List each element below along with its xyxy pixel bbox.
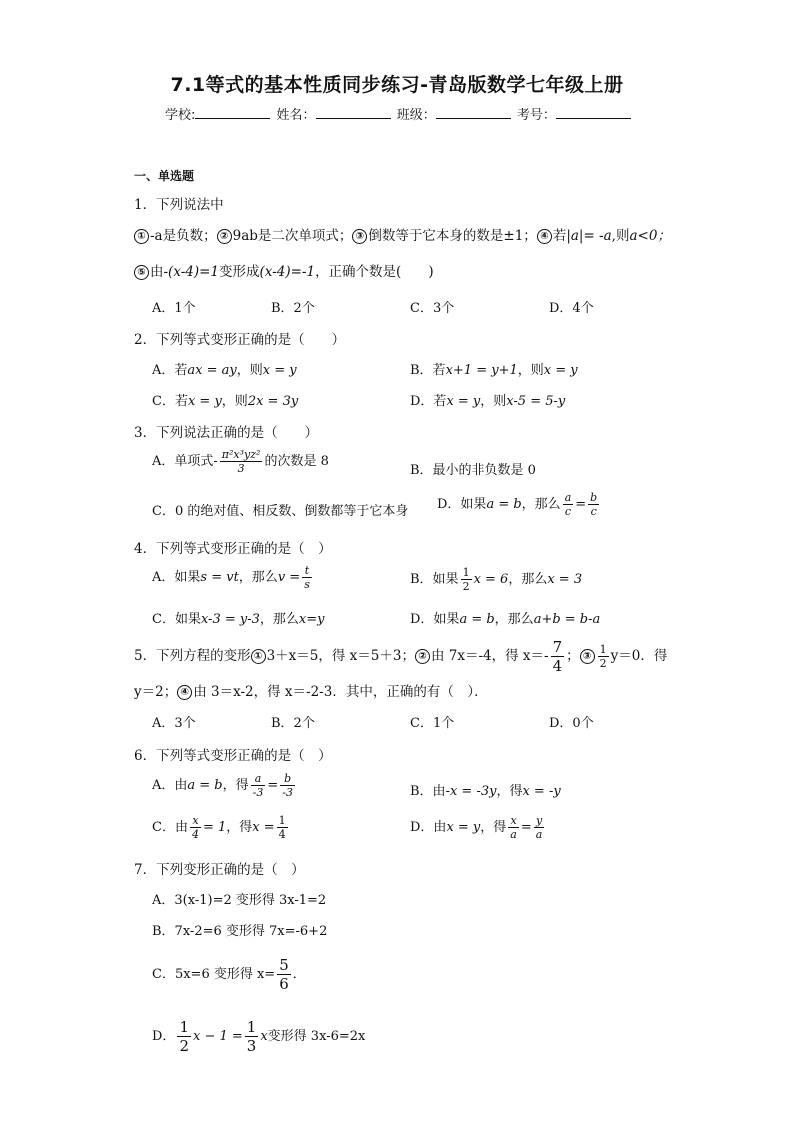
q5-hn: 1	[599, 643, 607, 656]
q2-c-math2: 2x = 3y	[247, 394, 299, 409]
q4-c-math2: x=y	[298, 612, 325, 627]
number-label: 考号：	[516, 108, 556, 123]
q3-d-pre: D．如果	[437, 497, 487, 512]
q4-option-c[interactable]	[152, 608, 324, 627]
q4-d-math1: a = b	[459, 612, 495, 627]
q6-d-f1d: a	[510, 828, 517, 841]
q6-c-pre: C．由	[152, 820, 188, 835]
q4-stem: 4．下列等式变形正确的是（ ）	[134, 541, 332, 557]
q1-line2	[134, 260, 434, 280]
q2-a-math1: ax = ay	[187, 363, 237, 378]
q6-c-frac1	[190, 814, 201, 841]
q6-d-f2n: y	[534, 814, 545, 828]
q5-n3: ③	[580, 649, 595, 664]
q6-a-f1d: -3	[252, 786, 264, 799]
q1-n5: ⑤	[134, 265, 149, 280]
q7-c-fd: 6	[279, 975, 289, 993]
q1-s2: 9ab是二次单项式；	[232, 228, 353, 244]
q4-b-mid: ，那么	[508, 572, 548, 587]
q3-option-c[interactable]: C．0 的绝对值、相反数、倒数都等于它本身	[152, 504, 409, 519]
q6-d-frac2	[534, 814, 545, 841]
q7-d-pre: D．	[152, 1029, 176, 1044]
school-blank[interactable]	[195, 106, 270, 119]
q1-option-c[interactable]: C．3个	[410, 301, 455, 316]
q7-c-fn: 5	[279, 956, 289, 974]
q7-stem: 7．下列变形正确的是（ ）	[134, 862, 305, 878]
q5-option-b[interactable]: B．2个	[271, 716, 315, 731]
q2-d-math1: x = y	[446, 394, 481, 409]
q1-n2: ②	[217, 229, 232, 244]
q5-frac2	[598, 643, 609, 670]
q2-c-pre: C．若	[152, 394, 188, 409]
q1-option-b[interactable]: B．2个	[271, 301, 315, 316]
q5-hd: 2	[599, 657, 607, 670]
q1-n3: ③	[352, 229, 367, 244]
q6-c-math2: x =	[252, 820, 275, 835]
q6-d-frac1	[508, 814, 519, 841]
q7-d-f1n: 1	[179, 1018, 189, 1036]
q5-n4: ④	[177, 685, 192, 700]
q3-stem: 3．下列说法正确的是（ ）	[134, 425, 319, 441]
q5-fn: 7	[552, 638, 563, 656]
q3-d-f2n: b	[590, 491, 598, 504]
q7-d-tail: 变形得 3x-6=2x	[267, 1029, 366, 1044]
q4-c-math1: x-3 = y-3	[200, 612, 260, 627]
school-label: 学校:	[165, 108, 196, 123]
q2-a-mid: ，则	[236, 363, 263, 378]
q3-a-num: π²x³yz²	[221, 448, 261, 461]
q6-a-mid: ，得	[222, 778, 249, 793]
student-info-line	[165, 104, 633, 123]
q7-d-math1: x − 1 =	[192, 1029, 243, 1044]
q1-option-d[interactable]: D．4个	[549, 301, 594, 316]
q1-s1: -a是负数；	[150, 228, 217, 244]
q6-option-a[interactable]	[152, 772, 297, 799]
q2-c-mid: ，则	[221, 394, 248, 409]
q3-d-mid: ，那么	[521, 497, 561, 512]
q6-c-fd: 4	[191, 828, 199, 841]
q3-d-frac2	[588, 491, 599, 518]
q3-a-tail: 的次数是 8	[264, 454, 329, 469]
q4-b-pre: B．如果	[410, 572, 459, 587]
q4-a-fn: t	[302, 564, 312, 578]
q7-c-pre: C．5x=6 变形得 x=	[152, 967, 276, 982]
q1-line1	[134, 224, 671, 244]
q2-d-pre: D．若	[410, 394, 447, 409]
q4-b-frac	[461, 566, 472, 593]
q7-option-c[interactable]	[152, 956, 306, 993]
q7-c-tail: ．	[292, 967, 306, 982]
q5-line2	[134, 680, 488, 700]
q6-d-eq: =	[520, 820, 532, 835]
q4-b-fd: 2	[462, 580, 470, 593]
q2-option-c[interactable]	[152, 390, 298, 409]
q1-s5-tail: ，正确个数是( )	[315, 264, 434, 280]
name-blank[interactable]	[316, 106, 391, 119]
q6-a-frac2	[280, 772, 295, 799]
q6-b-pre: B．由	[410, 784, 446, 799]
q7-d-frac2	[245, 1018, 259, 1055]
q1-s5-math1: -(x-4)=1	[163, 264, 220, 280]
q3-d-eq: =	[575, 497, 587, 512]
q3-d-f1d: c	[564, 505, 572, 518]
q6-option-b[interactable]	[410, 780, 561, 799]
q1-s4-tail: a<0；	[629, 228, 671, 244]
q2-c-math1: x = y	[187, 394, 222, 409]
q6-d-f1n: x	[508, 814, 519, 828]
q2-b-math1: x+1 = y+1	[445, 363, 518, 378]
q5-option-a[interactable]: A．3个	[152, 716, 196, 731]
q2-option-a[interactable]	[152, 359, 297, 378]
q6-c-fn: x	[190, 814, 201, 828]
q2-stem: 2．下列等式变形正确的是（ ）	[134, 332, 346, 348]
q2-d-math2: x-5 = 5-y	[506, 394, 566, 409]
q6-a-eq: =	[267, 778, 279, 793]
q5-l2: y＝2；	[134, 684, 178, 700]
q7-option-d[interactable]	[152, 1018, 365, 1055]
q3-option-d[interactable]	[437, 491, 601, 518]
q1-s5-pre: 由	[150, 264, 164, 280]
q6-b-math2: x = -y	[522, 784, 561, 799]
q4-a-mid: ，那么	[238, 570, 278, 585]
q3-option-b[interactable]: B．最小的非负数是 0	[410, 463, 536, 478]
q4-option-a[interactable]	[152, 564, 314, 591]
q7-d-f1d: 2	[179, 1037, 189, 1055]
q6-a-pre: A．由	[152, 778, 188, 793]
q2-b-math2: x = y	[543, 363, 578, 378]
q4-option-b[interactable]	[410, 566, 582, 593]
q3-a-fraction	[220, 448, 263, 475]
q2-a-math2: x = y	[262, 363, 297, 378]
q3-d-math: a = b	[486, 497, 522, 512]
q1-s4-math: |a|= -a	[566, 228, 612, 244]
name-label: 姓名：	[276, 108, 316, 123]
q4-d-mid: ，那么	[494, 612, 534, 627]
q5-l1-c-pre: ；	[566, 648, 580, 664]
q2-b-mid: ，则	[517, 363, 544, 378]
number-blank[interactable]	[556, 106, 631, 119]
q1-s3: 倒数等于它本身的数是±1；	[368, 228, 537, 244]
q3-option-a[interactable]	[152, 448, 329, 475]
q5-frac1	[551, 638, 565, 675]
q4-c-pre: C．如果	[152, 612, 201, 627]
q4-b-math2: x = 3	[547, 572, 583, 587]
q2-b-pre: B．若	[410, 363, 446, 378]
q5-line1	[134, 638, 667, 675]
q5-option-c[interactable]: C．1个	[410, 716, 455, 731]
q6-option-c[interactable]	[152, 814, 290, 841]
q4-a-pre: A．如果	[152, 570, 201, 585]
q1-n4: ④	[537, 229, 552, 244]
q6-option-d[interactable]	[410, 814, 546, 841]
q4-a-math1: s = vt	[200, 570, 239, 585]
q3-a-pre: A．单项式-	[152, 454, 218, 469]
q5-n1: ①	[251, 649, 266, 664]
q4-d-pre: D．如果	[410, 612, 460, 627]
q6-d-math1: x = y	[446, 820, 481, 835]
q6-d-pre: D．由	[410, 820, 447, 835]
q4-a-math2: v =	[277, 570, 301, 585]
q1-option-a[interactable]: A．1个	[152, 301, 196, 316]
q5-option-d[interactable]: D．0个	[549, 716, 594, 731]
q6-a-f2n: b	[280, 772, 295, 786]
q6-c-f2d: 4	[278, 828, 286, 841]
q6-stem: 6．下列等式变形正确的是（ ）	[134, 748, 332, 764]
q6-c-f2n: 1	[278, 814, 286, 827]
q6-a-frac1	[251, 772, 266, 799]
q5-l1-c: y＝0．得	[610, 648, 668, 664]
q1-s5-math2: (x-4)=-1	[259, 264, 316, 280]
q1-n1: ①	[134, 229, 149, 244]
q2-d-mid: ，则	[480, 394, 507, 409]
q6-b-math1: -x = -3y	[445, 784, 497, 799]
q4-d-math2: a+b = b-a	[533, 612, 601, 627]
q7-d-frac1	[177, 1018, 191, 1055]
q3-a-den: 3	[237, 462, 245, 475]
q7-c-frac	[277, 956, 291, 993]
q2-option-d[interactable]	[410, 390, 565, 409]
q4-a-fd: s	[304, 578, 310, 591]
class-label: 班级：	[396, 108, 436, 123]
q6-c-math1: = 1	[202, 820, 227, 835]
q3-d-f1n: a	[564, 491, 572, 504]
q4-a-frac	[302, 564, 312, 591]
q6-c-frac2	[277, 814, 288, 841]
q6-c-mid: ，得	[226, 820, 253, 835]
q1-stem: 1．下列说法中	[134, 197, 224, 213]
q5-l2-b: 由 3＝x-2，得 x＝-2-3．其中，正确的有（ ）．	[193, 684, 488, 700]
q7-option-b[interactable]: B．7x-2=6 变形得 7x=-6+2	[152, 924, 328, 939]
q7-d-f2n: 1	[246, 1018, 257, 1036]
q2-a-pre: A．若	[152, 363, 188, 378]
q5-n2: ②	[415, 649, 430, 664]
q7-d-math2: x	[260, 1029, 268, 1044]
q5-l1-pre: 5．下列方程的变形	[134, 648, 251, 664]
q6-b-mid: ，得	[496, 784, 523, 799]
q1-s4-mid: ,则	[611, 228, 630, 244]
q5-l1-a: 3＋x＝5，得 x＝5＋3；	[266, 648, 415, 664]
q4-b-fn: 1	[462, 566, 470, 579]
q6-a-f1n: a	[251, 772, 266, 786]
q1-s4-pre: 若	[552, 228, 567, 244]
q3-d-f2d: c	[590, 505, 597, 518]
q4-b-math1: x = 6	[473, 572, 509, 587]
q3-d-frac1	[563, 491, 574, 518]
page-title: 7.1等式的基本性质同步练习-青岛版数学七年级上册	[170, 74, 624, 96]
q2-option-b[interactable]	[410, 359, 578, 378]
q6-d-mid: ，得	[480, 820, 507, 835]
q6-d-f2d: a	[535, 828, 543, 841]
class-blank[interactable]	[436, 106, 511, 119]
q4-option-d[interactable]	[410, 608, 600, 627]
q7-option-a[interactable]: A．3(x-1)=2 变形得 3x-1=2	[152, 893, 327, 908]
q6-a-math1: a = b	[187, 778, 223, 793]
q6-a-f2d: -3	[282, 786, 293, 799]
q5-l1-b: 由 7x＝-4，得 x＝-	[430, 648, 549, 664]
q1-s5-mid: 变形成	[219, 264, 260, 280]
q4-c-mid: ，那么	[259, 612, 299, 627]
section-heading: 一、单选题	[134, 169, 195, 183]
q7-d-f2d: 3	[246, 1037, 257, 1055]
q5-fd: 4	[552, 657, 563, 675]
